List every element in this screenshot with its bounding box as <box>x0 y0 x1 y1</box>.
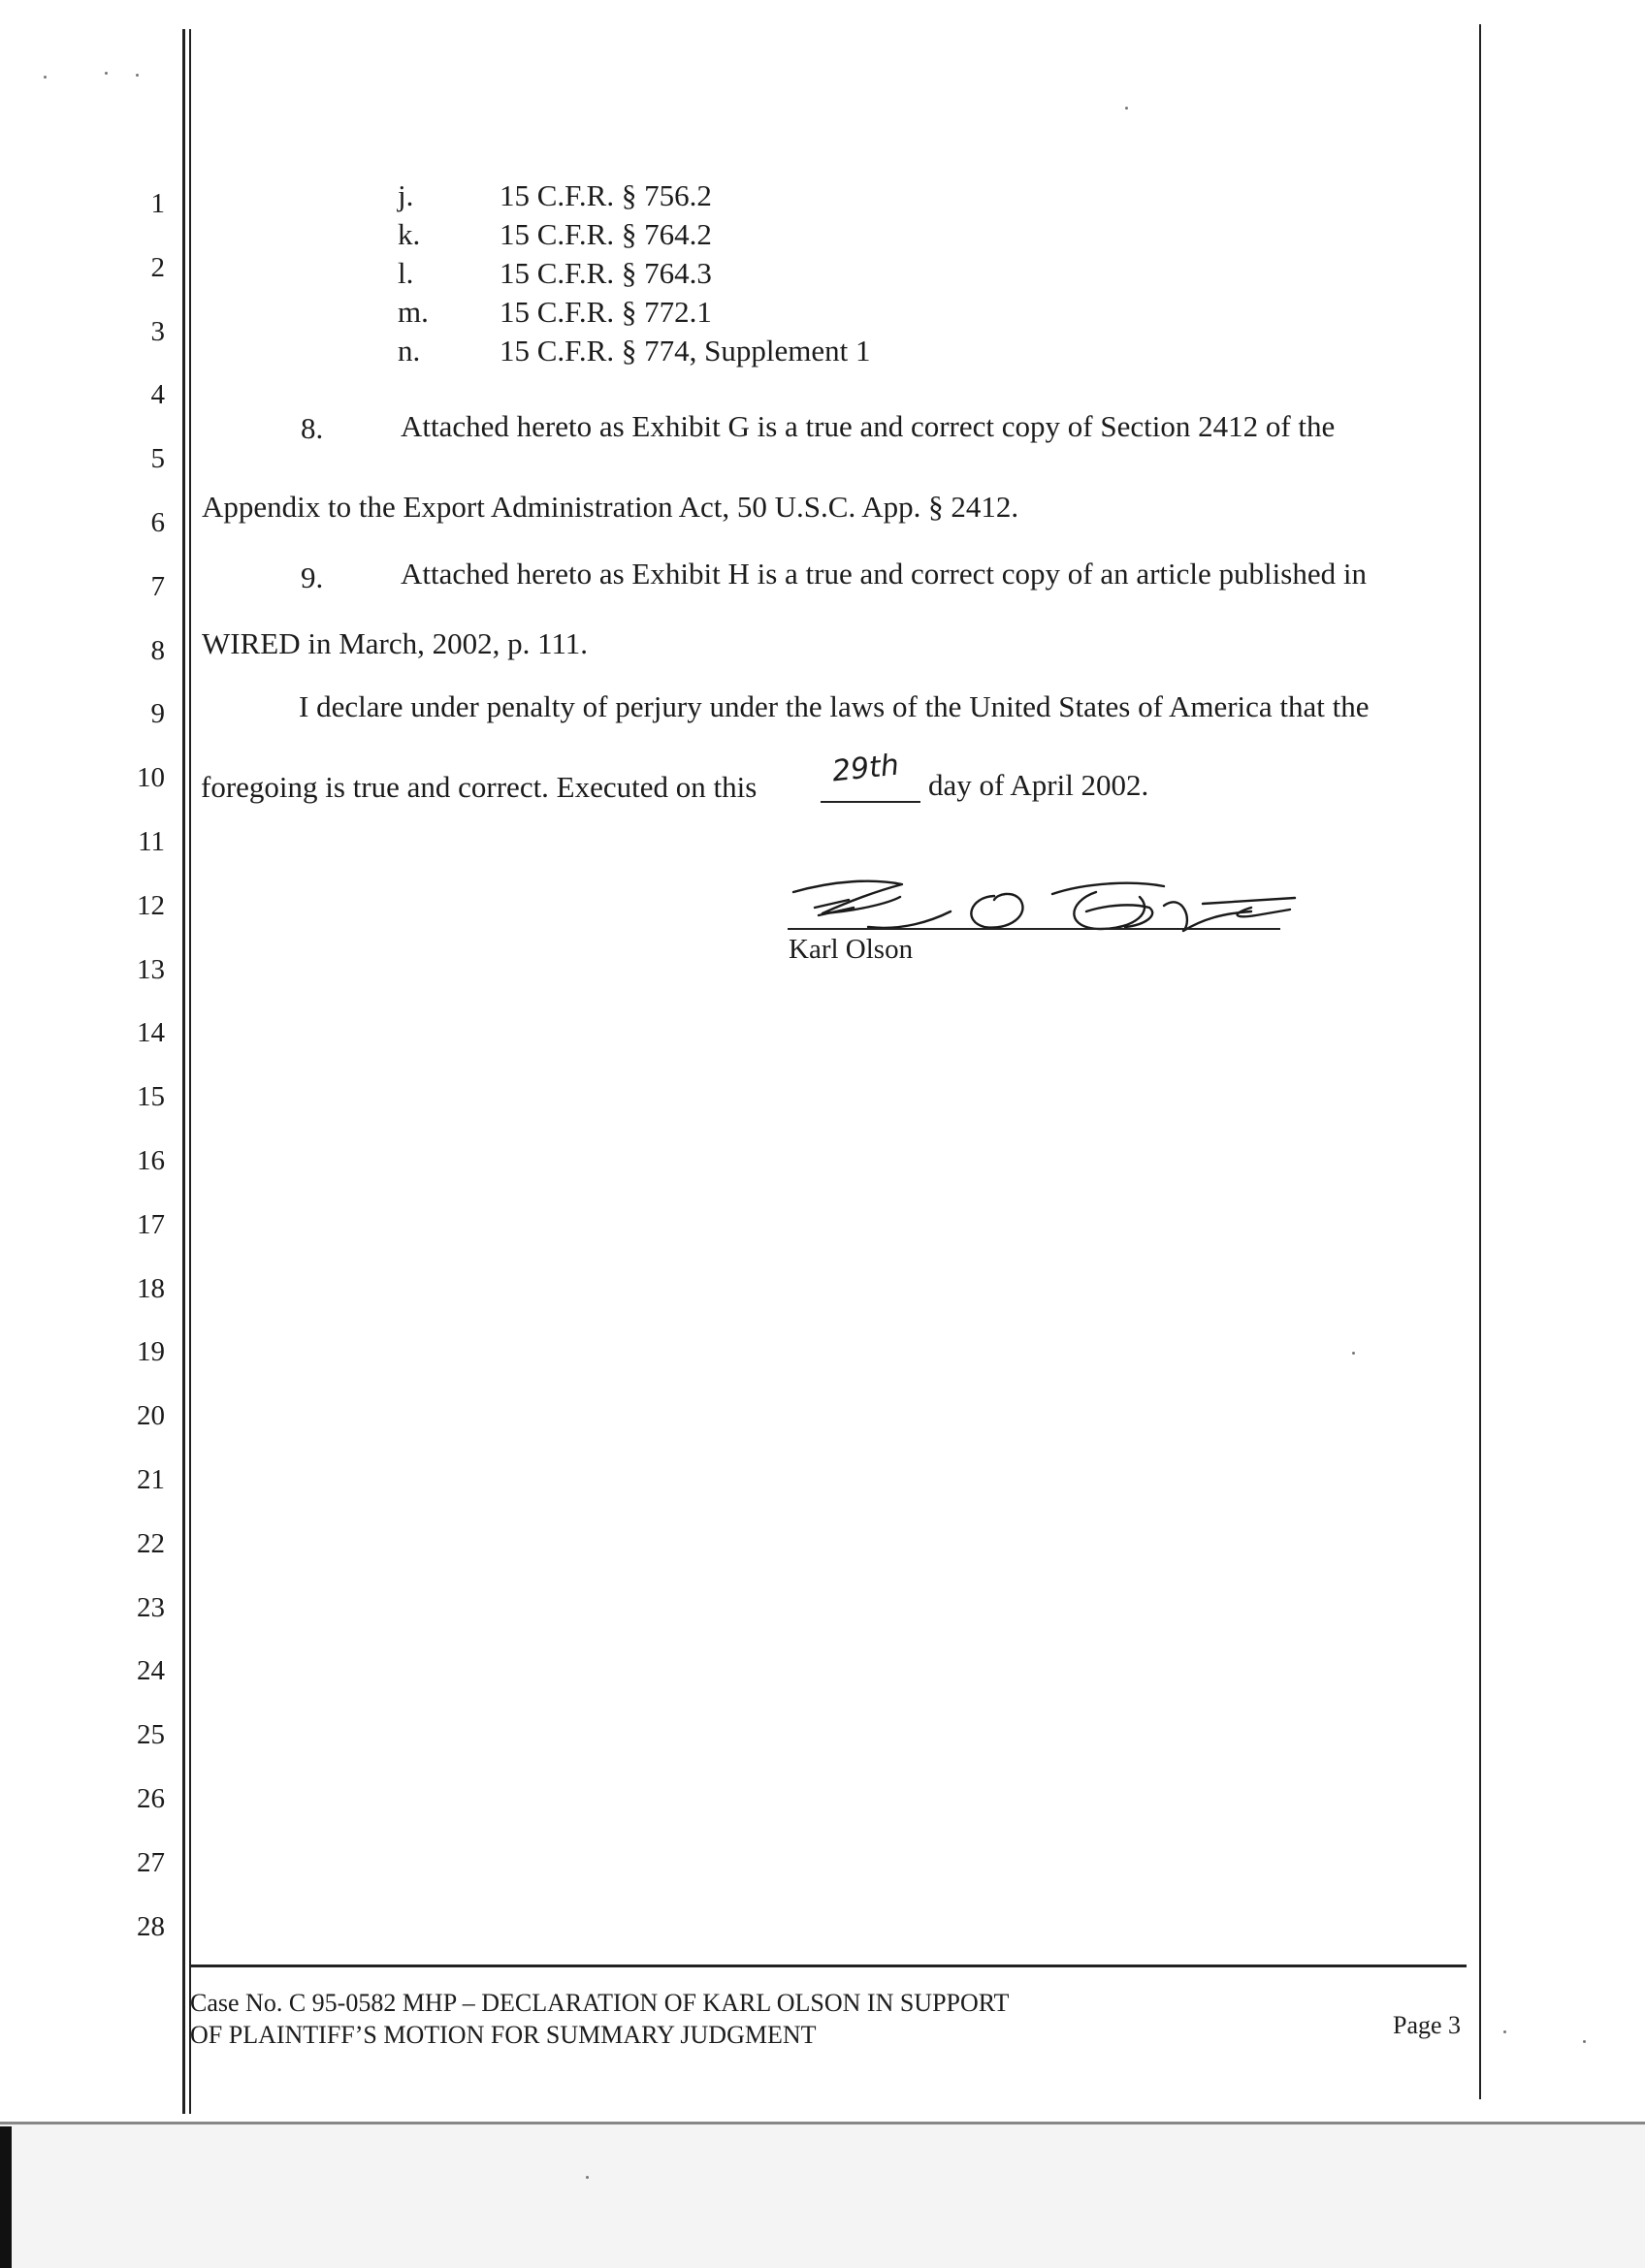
scan-speck <box>1352 1352 1355 1355</box>
declaration-line-2-end: day of April 2002. <box>928 768 1149 802</box>
citation-text: 15 C.F.R. § 756.2 <box>500 178 712 212</box>
line-number: 14 <box>137 1017 165 1048</box>
line-number: 17 <box>137 1209 165 1240</box>
line-number: 9 <box>150 698 165 729</box>
line-number: 6 <box>150 507 165 538</box>
footer-page-label: Page 3 <box>1393 2011 1462 2039</box>
paragraph-8-number: 8. <box>301 411 324 445</box>
line-number: 25 <box>137 1719 165 1750</box>
line-number: 27 <box>137 1847 165 1878</box>
line-number: 15 <box>137 1081 165 1112</box>
scanner-edge-shadow <box>0 2126 12 2268</box>
line-number: 19 <box>137 1336 165 1367</box>
line-number: 13 <box>137 954 165 985</box>
line-number: 11 <box>138 826 165 857</box>
line-number: 12 <box>137 890 165 921</box>
line-number: 3 <box>150 316 165 347</box>
declaration-line-1: I declare under penalty of perjury under the laws of the United States of America that the <box>299 689 1370 723</box>
citation-text: 15 C.F.R. § 772.1 <box>500 295 712 329</box>
footer-case-line-2: OF PLAINTIFF’S MOTION FOR SUMMARY JUDGMENT <box>190 2021 817 2049</box>
left-margin-rule-outer <box>182 29 185 2114</box>
right-margin-rule <box>1479 24 1481 2099</box>
scan-speck <box>1503 2030 1506 2033</box>
handwritten-day: 29th <box>830 748 901 789</box>
date-blank-line <box>821 801 920 803</box>
scan-speck <box>586 2176 589 2179</box>
signer-name: Karl Olson <box>789 934 914 965</box>
footer-case-line-1: Case No. C 95-0582 MHP – DECLARATION OF KARL OLSON IN SUPPORT <box>190 1989 1010 2017</box>
line-number: 26 <box>137 1783 165 1814</box>
citation-letter: k. <box>398 217 421 251</box>
line-number: 21 <box>137 1464 165 1495</box>
footer-rule <box>190 1965 1467 1967</box>
line-number: 4 <box>150 379 165 410</box>
line-number: 22 <box>137 1528 165 1559</box>
scan-speck <box>136 74 139 77</box>
line-number: 23 <box>137 1592 165 1623</box>
paragraph-9-line-1: Attached hereto as Exhibit H is a true and correct copy of an article published in <box>401 557 1367 591</box>
line-number: 28 <box>137 1911 165 1942</box>
line-number: 2 <box>150 252 165 283</box>
scanner-background <box>0 2124 1645 2268</box>
line-number: 18 <box>137 1273 165 1304</box>
signature-line <box>788 928 1280 930</box>
line-number: 24 <box>137 1655 165 1686</box>
line-number: 5 <box>150 443 165 474</box>
citation-letter: m. <box>398 295 429 329</box>
line-number: 20 <box>137 1400 165 1431</box>
citation-letter: n. <box>398 334 421 367</box>
citation-text: 15 C.F.R. § 774, Supplement 1 <box>500 334 871 367</box>
left-margin-rule-inner <box>189 29 191 2114</box>
scan-speck <box>44 76 47 79</box>
citation-letter: l. <box>398 256 414 290</box>
paragraph-8-line-1: Attached hereto as Exhibit G is a true and correct copy of Section 2412 of the <box>401 409 1336 443</box>
citation-text: 15 C.F.R. § 764.3 <box>500 256 712 290</box>
citation-text: 15 C.F.R. § 764.2 <box>500 217 712 251</box>
paragraph-8-line-2: Appendix to the Export Administration Act, 50 U.S.C. App. § 2412. <box>202 490 1019 524</box>
scan-speck <box>105 72 108 75</box>
line-number: 1 <box>150 188 165 219</box>
scan-speck <box>1583 2040 1586 2043</box>
paragraph-9-line-2: WIRED in March, 2002, p. 111. <box>202 626 589 660</box>
line-number: 16 <box>137 1145 165 1176</box>
page-bottom-edge <box>0 2122 1645 2124</box>
signature-scribble <box>776 844 1319 941</box>
declaration-line-2-start: foregoing is true and correct. Executed on this <box>201 770 758 804</box>
paragraph-9-number: 9. <box>301 560 324 594</box>
line-number: 8 <box>150 635 165 666</box>
citation-letter: j. <box>398 178 414 212</box>
line-number: 10 <box>137 762 165 793</box>
scan-speck <box>1125 107 1128 110</box>
line-number: 7 <box>150 571 165 602</box>
